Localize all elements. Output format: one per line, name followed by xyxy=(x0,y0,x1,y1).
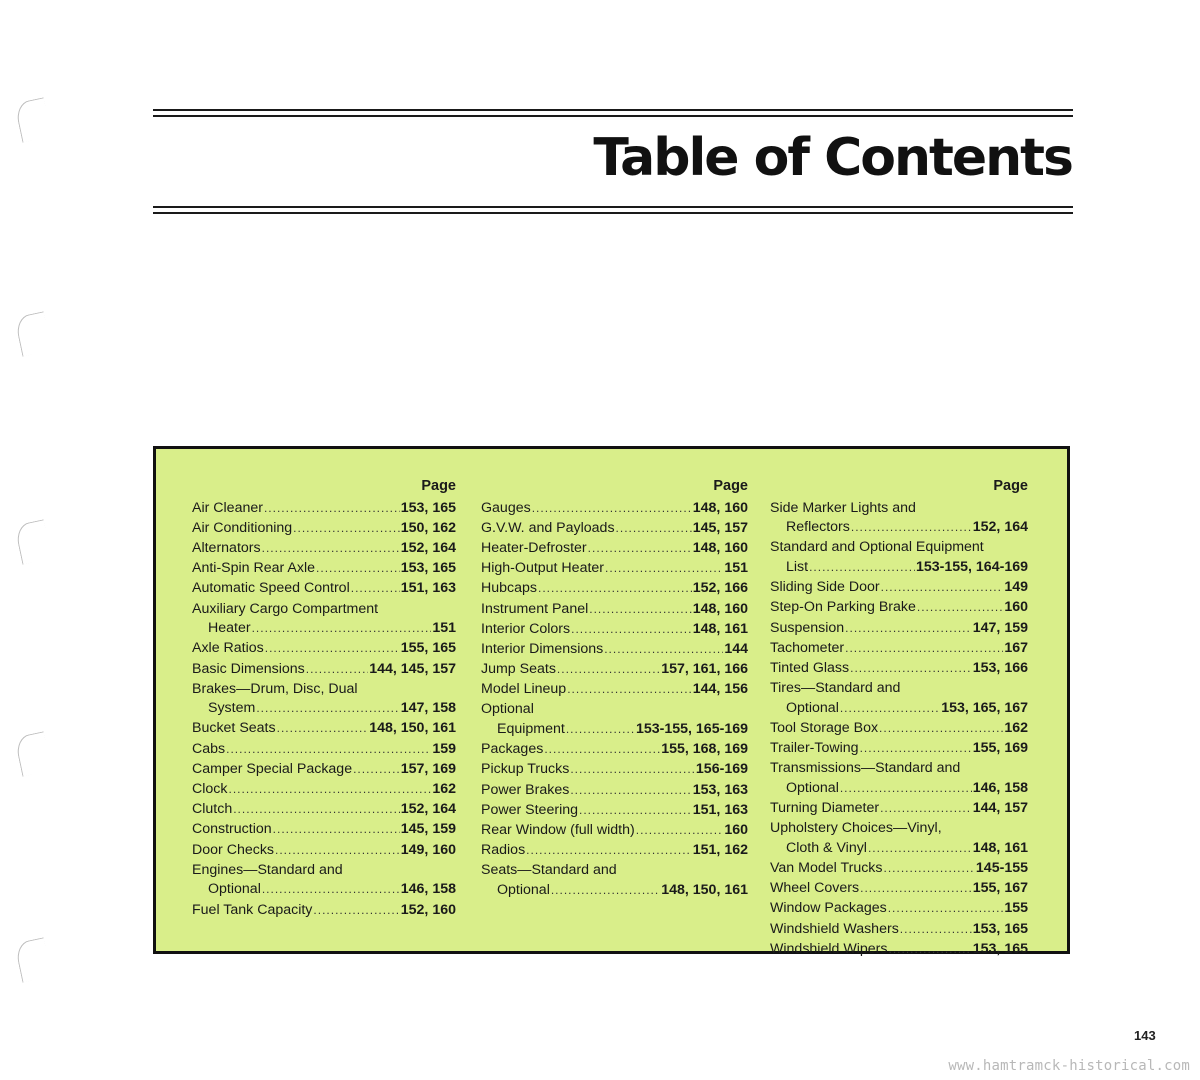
dot-leader xyxy=(845,639,1003,659)
toc-entry-title: Camper Special Package xyxy=(192,760,353,777)
toc-entry xyxy=(481,499,748,519)
toc-entry-line xyxy=(770,659,1028,679)
toc-entry-line xyxy=(770,719,1028,739)
toc-entry xyxy=(770,659,1028,679)
toc-entry-title: Auxiliary Cargo Compartment xyxy=(192,600,379,617)
toc-entry-title: Suspension xyxy=(770,619,845,636)
toc-entry-title: Seats—Standard and xyxy=(481,862,617,879)
dot-leader xyxy=(880,799,972,819)
toc-entry xyxy=(192,800,456,820)
toc-entry-title: Window Packages xyxy=(770,900,887,917)
toc-entry xyxy=(481,660,748,680)
dot-leader xyxy=(570,760,695,780)
toc-entry-pages: 148, 161 xyxy=(972,839,1028,856)
toc-entry-line xyxy=(192,719,456,739)
toc-entry-title: Radios xyxy=(481,842,526,859)
toc-entry-title: Windshield Wipers xyxy=(770,940,888,957)
dot-leader xyxy=(605,559,723,579)
toc-entry xyxy=(192,600,456,639)
toc-entry-line xyxy=(481,821,748,841)
toc-entry-title: Tachometer xyxy=(770,639,845,656)
toc-entry-title: Fuel Tank Capacity xyxy=(192,901,313,918)
page-title: Table of Contents xyxy=(593,128,1072,188)
toc-entry-title: Instrument Panel xyxy=(481,600,589,617)
dot-leader xyxy=(313,901,399,921)
toc-entry xyxy=(770,619,1028,639)
toc-entry-title: Power Brakes xyxy=(481,781,570,798)
toc-entry-pages: 162 xyxy=(432,781,456,798)
toc-entry-pages: 152, 164 xyxy=(972,519,1028,536)
toc-entry-line xyxy=(481,579,748,599)
binder-hole xyxy=(14,311,52,356)
toc-entry xyxy=(192,519,456,539)
toc-entry-line xyxy=(770,859,1028,879)
toc-entry-title: Construction xyxy=(192,821,272,838)
toc-entry-line xyxy=(481,600,748,620)
toc-entry-title: Upholstery Choices—Vinyl, xyxy=(770,820,942,837)
toc-entry xyxy=(192,639,456,659)
toc-entry-pages: 155, 165 xyxy=(400,640,456,657)
toc-entry-title: System xyxy=(208,700,256,717)
dot-leader xyxy=(589,600,692,620)
toc-entry-line xyxy=(770,779,1028,799)
toc-entry xyxy=(192,719,456,739)
toc-entry-pages: 167 xyxy=(1004,639,1028,656)
dot-leader xyxy=(860,879,972,899)
toc-entry xyxy=(481,801,748,821)
toc-entry-pages: 148, 160 xyxy=(692,539,748,556)
toc-entry-title: Door Checks xyxy=(192,841,275,858)
toc-entry-pages: 153, 165 xyxy=(400,560,456,577)
toc-entry-title: List xyxy=(786,558,809,575)
toc-entry-line xyxy=(192,780,456,800)
toc-entry-title: Tool Storage Box xyxy=(770,719,879,736)
toc-entry-pages: 148, 160 xyxy=(692,499,748,516)
dot-leader xyxy=(262,880,400,900)
toc-entry xyxy=(481,841,748,861)
dot-leader xyxy=(538,579,692,599)
toc-entry-pages: 153, 165 xyxy=(972,920,1028,937)
page-number: 143 xyxy=(1134,1028,1156,1043)
toc-entry xyxy=(192,660,456,680)
toc-entry-title: Clock xyxy=(192,781,228,798)
toc-entry-line xyxy=(192,519,456,539)
dot-leader xyxy=(636,821,724,841)
toc-entry-pages: 160 xyxy=(1004,599,1028,616)
toc-entry-pages: 153, 165 xyxy=(972,940,1028,957)
toc-entry-line xyxy=(192,499,456,519)
toc-entry xyxy=(770,799,1028,819)
toc-entry-title: Heater xyxy=(208,620,251,637)
toc-entry xyxy=(481,579,748,599)
dot-leader xyxy=(845,619,972,639)
dot-leader xyxy=(351,579,400,599)
dot-leader xyxy=(226,740,431,760)
toc-entry-line xyxy=(192,660,456,680)
toc-entry-title: Clutch xyxy=(192,801,233,818)
toc-entry xyxy=(770,859,1028,879)
toc-entry xyxy=(481,781,748,801)
toc-entry xyxy=(770,759,1028,798)
toc-entry-line xyxy=(192,820,456,840)
toc-entry-pages: 152, 166 xyxy=(692,580,748,597)
toc-entry-title: Optional xyxy=(208,881,261,898)
toc-entry xyxy=(481,539,748,559)
dot-leader xyxy=(881,578,1004,598)
dot-leader xyxy=(275,841,400,861)
toc-entry xyxy=(192,499,456,519)
toc-entry-pages: 157, 169 xyxy=(400,760,456,777)
toc-entry-title: Optional xyxy=(786,699,839,716)
dot-leader xyxy=(888,940,971,960)
dot-leader xyxy=(567,680,692,700)
toc-entry-line xyxy=(192,619,456,639)
toc-entry xyxy=(481,700,748,739)
toc-entry xyxy=(481,620,748,640)
dot-leader xyxy=(264,499,400,519)
toc-entry-line xyxy=(481,559,748,579)
toc-entry-title: Wheel Covers xyxy=(770,880,860,897)
toc-entry-pages: 151, 162 xyxy=(692,842,748,859)
toc-entry-line xyxy=(770,699,1028,719)
toc-entry-pages: 144, 145, 157 xyxy=(369,660,456,677)
dot-leader xyxy=(306,660,368,680)
dot-leader xyxy=(616,519,692,539)
toc-entry-pages: 160 xyxy=(724,822,748,838)
toc-entry-title: Van Model Trucks xyxy=(770,860,883,876)
toc-entry-title: Bucket Seats xyxy=(192,720,276,737)
toc-entry-title: Air Cleaner xyxy=(192,499,263,516)
page-column-header: Page xyxy=(421,478,456,494)
toc-entry-title: Pickup Trucks xyxy=(481,761,570,778)
page-column-header: Page xyxy=(993,478,1028,494)
toc-entry xyxy=(192,740,456,760)
dot-leader xyxy=(353,760,400,780)
toc-column-3 xyxy=(770,477,1028,957)
toc-entry xyxy=(481,760,748,780)
toc-entry-title: Rear Window (full width) xyxy=(481,822,635,838)
header-rules-top xyxy=(153,109,1073,121)
toc-column-2 xyxy=(481,477,748,951)
toc-entry-title: Packages xyxy=(481,741,544,758)
toc-entry-title: Trailer-Towing xyxy=(770,740,859,757)
toc-entry-title: Step-On Parking Brake xyxy=(770,599,916,616)
toc-entry-title: Interior Dimensions xyxy=(481,640,604,657)
toc-entry-pages: 153-155, 164-169 xyxy=(915,558,1028,575)
toc-entry-pages: 153, 163 xyxy=(692,781,748,798)
toc-entry-line xyxy=(192,539,456,559)
toc-column-1 xyxy=(192,477,456,951)
toc-entry-title: Optional xyxy=(497,881,550,898)
toc-entry-pages: 152, 160 xyxy=(400,901,456,918)
toc-entry-title: Engines—Standard and xyxy=(192,861,343,878)
toc-entry-line xyxy=(770,940,1028,960)
toc-entry-line xyxy=(481,841,748,861)
toc-entry-line xyxy=(192,841,456,861)
toc-entry-title: Gauges xyxy=(481,499,531,516)
toc-entry-pages: 155, 167 xyxy=(972,880,1028,897)
toc-entry xyxy=(192,760,456,780)
toc-entry-line xyxy=(481,680,748,700)
dot-leader xyxy=(860,739,972,759)
toc-entry-line xyxy=(770,920,1028,940)
toc-entry-title: Windshield Washers xyxy=(770,920,899,937)
toc-entry xyxy=(192,579,456,599)
toc-entry-pages: 144, 156 xyxy=(692,681,748,698)
dot-leader xyxy=(273,820,400,840)
toc-entry-title: Hubcaps xyxy=(481,580,537,597)
toc-entry-pages: 151, 163 xyxy=(400,580,456,597)
toc-entry-pages: 153, 165, 167 xyxy=(941,699,1028,716)
toc-entry-title: Cloth & Vinyl xyxy=(786,839,867,856)
toc-entry-pages: 147, 159 xyxy=(972,619,1028,636)
toc-entry-title: Sliding Side Door xyxy=(770,579,880,596)
toc-entry-title: Optional xyxy=(786,779,839,796)
toc-entry-pages: 162 xyxy=(1004,719,1028,736)
toc-entry xyxy=(481,861,748,900)
dot-leader xyxy=(532,499,692,519)
dot-leader xyxy=(917,598,1003,618)
toc-entry-pages: 151, 163 xyxy=(692,801,748,818)
dot-leader xyxy=(571,620,692,640)
toc-entry-pages: 148, 161 xyxy=(692,620,748,637)
toc-entry-line xyxy=(770,558,1028,578)
toc-entry-title: Side Marker Lights and xyxy=(770,499,916,516)
toc-entry-title: Power Steering xyxy=(481,801,578,818)
toc-entry xyxy=(192,820,456,840)
toc-entry xyxy=(192,901,456,921)
toc-entry-pages: 144, 157 xyxy=(972,800,1028,817)
toc-entry-line xyxy=(481,801,748,821)
toc-entry-pages: 152, 164 xyxy=(400,801,456,818)
toc-entry-pages: 149, 160 xyxy=(400,841,456,858)
toc-entry-line xyxy=(481,760,748,780)
dot-leader xyxy=(868,839,972,859)
dot-leader xyxy=(604,640,723,660)
toc-entry-title: Model Lineup xyxy=(481,681,567,698)
toc-panel-inner xyxy=(156,449,1067,957)
toc-entry-pages: 153, 165 xyxy=(400,499,456,516)
toc-entry-pages: 149 xyxy=(1004,579,1028,596)
dot-leader xyxy=(888,899,1004,919)
toc-entry-title: Alternators xyxy=(192,539,261,556)
binder-hole xyxy=(14,97,52,142)
toc-entry xyxy=(770,538,1028,577)
toc-entry-line xyxy=(192,901,456,921)
toc-entry-line xyxy=(192,740,456,760)
dot-leader xyxy=(262,539,400,559)
toc-entry-line xyxy=(481,539,748,559)
toc-entry xyxy=(192,841,456,861)
dot-leader xyxy=(265,639,400,659)
dot-leader xyxy=(579,801,692,821)
toc-entry-title: Interior Colors xyxy=(481,620,571,637)
toc-entry-title: Basic Dimensions xyxy=(192,660,305,677)
toc-panel xyxy=(153,446,1070,957)
toc-entry-pages: 153, 166 xyxy=(972,659,1028,676)
toc-entry-line xyxy=(770,578,1028,598)
toc-entry-title: Standard and Optional Equipment xyxy=(770,539,984,556)
toc-entry-line xyxy=(481,881,748,901)
toc-entry-pages: 152, 164 xyxy=(400,539,456,556)
toc-entry-title: Brakes—Drum, Disc, Dual xyxy=(192,680,358,697)
toc-entry-title: Heater-Defroster xyxy=(481,539,587,556)
toc-entry-title: High-Output Heater xyxy=(481,560,605,577)
toc-entry xyxy=(770,819,1028,858)
dot-leader xyxy=(544,740,660,760)
dot-leader xyxy=(316,559,400,579)
toc-entry-line xyxy=(481,781,748,801)
toc-entry-line xyxy=(770,518,1028,538)
toc-entry xyxy=(481,559,748,579)
toc-entry-line xyxy=(770,598,1028,618)
toc-entry-pages: 145, 157 xyxy=(692,519,748,536)
toc-entry-pages: 148, 150, 161 xyxy=(369,720,456,737)
dot-leader xyxy=(570,781,691,801)
toc-entry xyxy=(192,559,456,579)
toc-entry-pages: 147, 158 xyxy=(400,700,456,717)
dot-leader xyxy=(850,659,972,679)
binder-hole xyxy=(14,519,52,564)
dot-leader xyxy=(840,699,940,719)
toc-entry-line xyxy=(770,619,1028,639)
toc-entry-pages: 151 xyxy=(432,620,456,637)
toc-entry-line xyxy=(192,880,456,900)
toc-entry xyxy=(770,920,1028,940)
toc-entry-title: Automatic Speed Control xyxy=(192,580,350,597)
dot-leader xyxy=(879,719,1003,739)
toc-entry-line xyxy=(770,799,1028,819)
toc-entry xyxy=(770,899,1028,919)
toc-entry-title: Tinted Glass xyxy=(770,659,850,676)
toc-entry-line xyxy=(770,879,1028,899)
dot-leader xyxy=(566,720,635,740)
watermark: www.hamtramck-historical.com xyxy=(948,1058,1190,1074)
page-column-header: Page xyxy=(713,478,748,494)
toc-entry-title: Reflectors xyxy=(786,519,850,536)
toc-entry-title: Transmissions—Standard and xyxy=(770,760,961,777)
toc-entry-line xyxy=(481,740,748,760)
toc-entry xyxy=(192,680,456,719)
dot-leader xyxy=(588,539,692,559)
dot-leader xyxy=(840,779,972,799)
toc-entry-title: G.V.W. and Payloads xyxy=(481,519,615,536)
toc-entry-title: Axle Ratios xyxy=(192,640,264,657)
toc-entry-line xyxy=(481,499,748,519)
toc-entry xyxy=(481,740,748,760)
dot-leader xyxy=(277,719,369,739)
dot-leader xyxy=(900,920,972,940)
dot-leader xyxy=(884,859,975,879)
toc-entry-pages: 155 xyxy=(1004,900,1028,917)
toc-entry xyxy=(192,780,456,800)
dot-leader xyxy=(851,518,972,538)
toc-entry xyxy=(770,940,1028,960)
toc-entry-line xyxy=(192,760,456,780)
toc-entry-pages: 157, 161, 166 xyxy=(661,661,748,678)
header-rules-bottom xyxy=(153,206,1073,218)
toc-entry xyxy=(770,719,1028,739)
toc-entry-line xyxy=(192,579,456,599)
toc-entry-pages: 153-155, 165-169 xyxy=(635,721,748,738)
toc-entry-line xyxy=(770,839,1028,859)
toc-entry-title: Turning Diameter xyxy=(770,800,880,817)
toc-entry-title: Optional xyxy=(481,701,534,718)
toc-entry-line xyxy=(770,899,1028,919)
toc-entry xyxy=(770,739,1028,759)
toc-entry-pages: 148, 150, 161 xyxy=(661,881,748,898)
dot-leader xyxy=(557,660,660,680)
toc-entry-pages: 144 xyxy=(724,640,748,657)
dot-leader xyxy=(551,881,660,901)
toc-entry-line xyxy=(481,720,748,740)
toc-entry-line xyxy=(481,519,748,539)
toc-entry xyxy=(481,519,748,539)
toc-entry-pages: 155, 168, 169 xyxy=(661,741,748,758)
toc-entry-pages: 151 xyxy=(724,560,748,577)
toc-entry-pages: 146, 158 xyxy=(972,779,1028,796)
dot-leader xyxy=(256,699,399,719)
toc-entry xyxy=(481,600,748,620)
toc-entry-line xyxy=(481,660,748,680)
toc-entry-line xyxy=(192,800,456,820)
toc-entry-title: Jump Seats xyxy=(481,661,556,678)
toc-entry-pages: 156-169 xyxy=(695,761,748,778)
toc-entry-line xyxy=(481,620,748,640)
toc-entry-line xyxy=(192,699,456,719)
dot-leader xyxy=(526,841,692,861)
toc-entry-pages: 146, 158 xyxy=(400,881,456,898)
toc-entry xyxy=(770,679,1028,718)
toc-entry xyxy=(770,578,1028,598)
toc-entry xyxy=(481,680,748,700)
toc-entry-line xyxy=(192,639,456,659)
toc-entry-title: Cabs xyxy=(192,740,226,757)
toc-entry-title: Tires—Standard and xyxy=(770,680,901,697)
toc-entry xyxy=(770,639,1028,659)
toc-entry-line xyxy=(770,639,1028,659)
toc-entry-line xyxy=(770,739,1028,759)
toc-entry xyxy=(192,539,456,559)
toc-entry-title: Anti-Spin Rear Axle xyxy=(192,560,316,577)
toc-entry-title: Equipment xyxy=(497,721,565,738)
toc-entry xyxy=(481,640,748,660)
toc-entry xyxy=(192,861,456,900)
toc-entry-pages: 155, 169 xyxy=(972,740,1028,757)
binder-hole xyxy=(14,731,52,776)
dot-leader xyxy=(233,800,400,820)
toc-entry xyxy=(770,598,1028,618)
toc-entry xyxy=(770,879,1028,899)
dot-leader xyxy=(293,519,400,539)
toc-entry-line xyxy=(481,640,748,660)
toc-entry-pages: 148, 160 xyxy=(692,600,748,617)
toc-entry xyxy=(481,821,748,841)
toc-entry-pages: 159 xyxy=(432,740,456,757)
dot-leader xyxy=(809,558,915,578)
toc-entry-title: Air Conditioning xyxy=(192,519,293,536)
toc-entry-pages: 145, 159 xyxy=(400,821,456,838)
toc-entry-pages: 150, 162 xyxy=(400,519,456,536)
toc-entry-line xyxy=(192,559,456,579)
dot-leader xyxy=(252,619,432,639)
toc-entry-pages: 145-155 xyxy=(975,860,1028,876)
dot-leader xyxy=(228,780,431,800)
binder-hole xyxy=(14,937,52,982)
toc-entry xyxy=(770,499,1028,538)
